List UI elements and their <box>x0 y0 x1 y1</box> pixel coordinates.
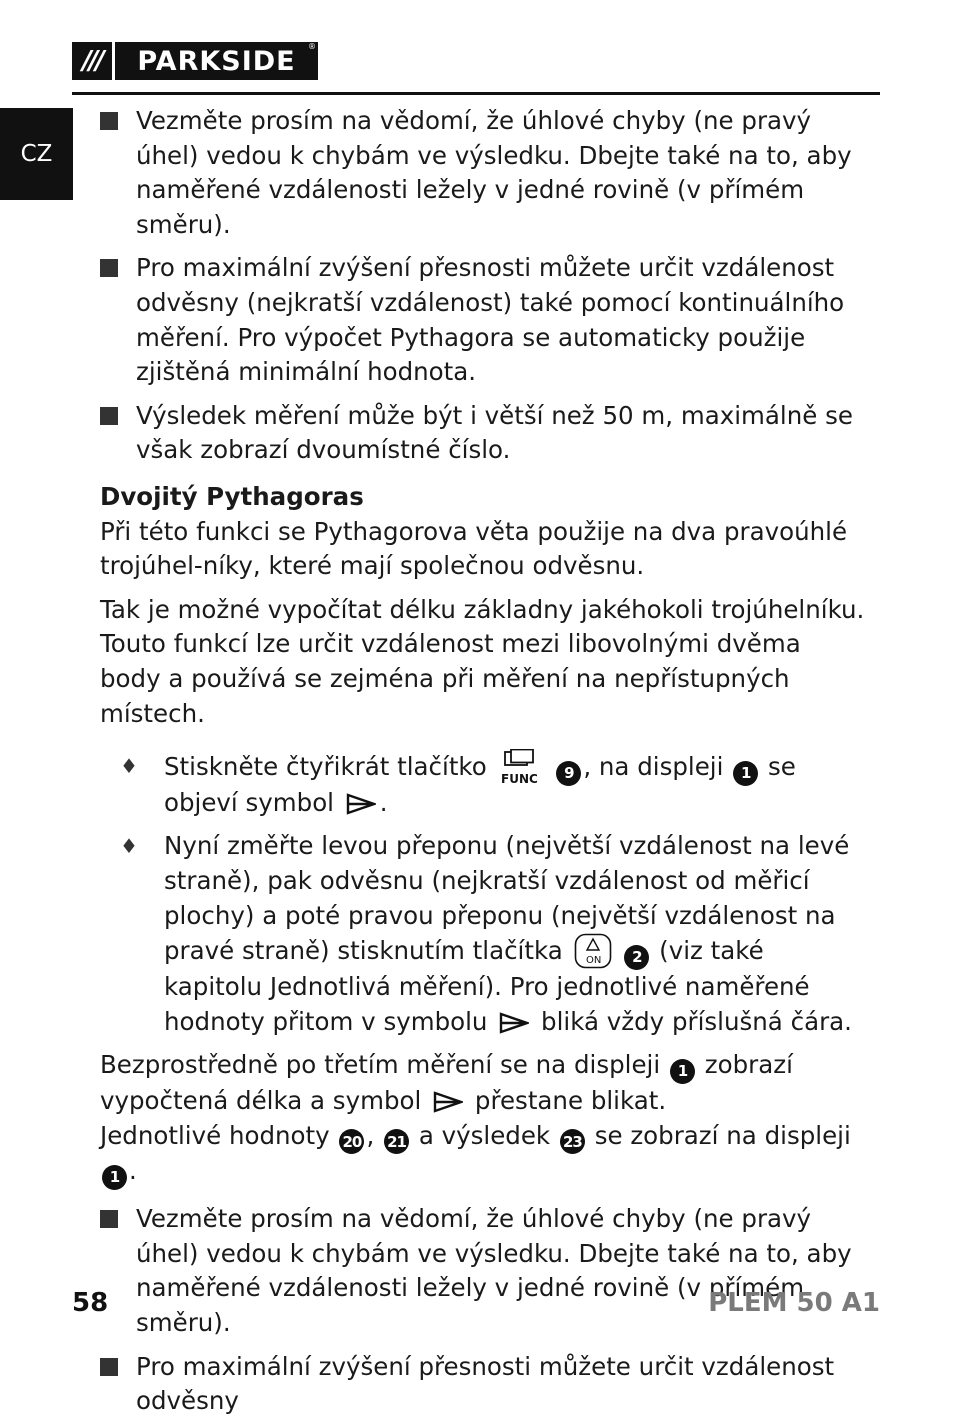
step-text: Stiskněte čtyřikrát tlačítko <box>164 752 487 782</box>
page-number: 58 <box>72 1288 109 1318</box>
square-bullet-icon <box>100 407 118 425</box>
instruction-step <box>100 749 865 820</box>
step-text: bliká vždy příslušná čára. <box>541 1006 852 1036</box>
header-rule <box>72 92 880 95</box>
note-text: Vezměte prosím na vědomí, že úhlové chyby (ne pravý úhel) vedou k chybám ve výsledku. Dbejte také na to, aby naměřené vzdálenosti ležely v jedné rovině (v přímém směru). <box>136 106 852 239</box>
double-pythagoras-symbol-icon <box>433 1091 463 1113</box>
square-bullet-icon <box>100 112 118 130</box>
note-item <box>100 1202 865 1340</box>
func-button-icon <box>499 749 543 785</box>
number-badge: 1 <box>102 1165 127 1190</box>
section-paragraph: Při této funkci se Pythagorova věta použije na dva pravoúhlé trojúhel-níky, které mají společnou odvěsnu. <box>100 516 848 581</box>
number-badge: 20 <box>339 1129 364 1154</box>
step-text: Nyní změřte levou přeponu (největší vzdálenost na levé straně), pak odvěsnu (nejkratší vzdálenost od měřicí plochy) a poté pravou přeponu (největší vzdálenost na pravé straně) stisknutím tlačítka <box>164 831 850 966</box>
diamond-bullet-icon: ♦ <box>120 754 138 779</box>
instruction-step <box>100 829 865 1039</box>
func-label: FUNC <box>500 772 538 786</box>
model-name: PLEM 50 A1 <box>708 1288 880 1318</box>
result-paragraph: Bezprostředně po třetím měření se na displeji 1 zobrazí vypočtená délka a symbol přestane blikat. Jednotlivé hodnoty 20 , 21 a výsledek 23 se zobrazí na displeji 1 . <box>100 1048 865 1190</box>
language-tab: CZ <box>0 108 73 200</box>
note-item <box>100 1350 865 1419</box>
note-text: Pro maximální zvýšení přesnosti můžete určit vzdálenost odvěsny (nejkratší vzdálenost) také pomocí kontinuálního měření. Pro výpočet Pythagora se automaticky použije zjištěná minimální hodnota. <box>136 253 845 387</box>
logo-registered-mark: ® <box>308 42 316 51</box>
parkside-logo <box>72 42 318 80</box>
note-item <box>100 251 865 389</box>
logo-text: PARKSIDE <box>137 45 296 77</box>
double-pythagoras-symbol-icon <box>499 1012 529 1034</box>
laser-on-button-icon <box>574 933 612 969</box>
note-text: Pro maximální zvýšení přesnosti můžete určit vzdálenost odvěsny <box>136 1351 835 1416</box>
step-text: . <box>379 787 388 817</box>
double-pythagoras-symbol-icon <box>346 793 376 815</box>
page-content <box>100 104 865 1428</box>
step-text: (viz také kapitolu Jednotlivá měření). Pro jednotlivé naměřené hodnoty přitom v symbolu <box>164 936 810 1036</box>
number-badge: 23 <box>560 1129 585 1154</box>
number-badge: 1 <box>670 1059 695 1084</box>
square-bullet-icon <box>100 259 118 277</box>
note-text: Výsledek měření může být i větší než 50 m, maximálně se však zobrazí dvoumístné číslo. <box>136 400 853 465</box>
note-item <box>100 399 865 468</box>
note-text: Vezměte prosím na vědomí, že úhlové chyby (ne pravý úhel) vedou k chybám ve výsledku. Dbejte také na to, aby naměřené vzdálenosti ležely v jedné rovině (v přímém směru). <box>136 1204 852 1338</box>
logo-slashes: /// <box>72 42 115 80</box>
number-badge: 9 <box>556 761 581 786</box>
step-text: , na displeji <box>583 752 724 782</box>
number-badge: 1 <box>733 761 758 786</box>
number-badge: 21 <box>384 1129 409 1154</box>
section-heading: Dvojitý Pythagoras <box>100 481 364 511</box>
number-badge: 2 <box>624 945 649 970</box>
note-item <box>100 104 865 242</box>
square-bullet-icon <box>100 1210 118 1228</box>
diamond-bullet-icon: ♦ <box>120 834 138 859</box>
square-bullet-icon <box>100 1358 118 1376</box>
on-label: ON <box>585 955 601 967</box>
step-text: se objeví symbol <box>164 752 796 817</box>
section-paragraph: Tak je možné vypočítat délku základny jakéhokoli trojúhelníku. Touto funkcí lze určit vzdálenost mezi libovolnými dvěma body a používá se zejména při měření na nepřístupných místech. <box>100 594 865 728</box>
